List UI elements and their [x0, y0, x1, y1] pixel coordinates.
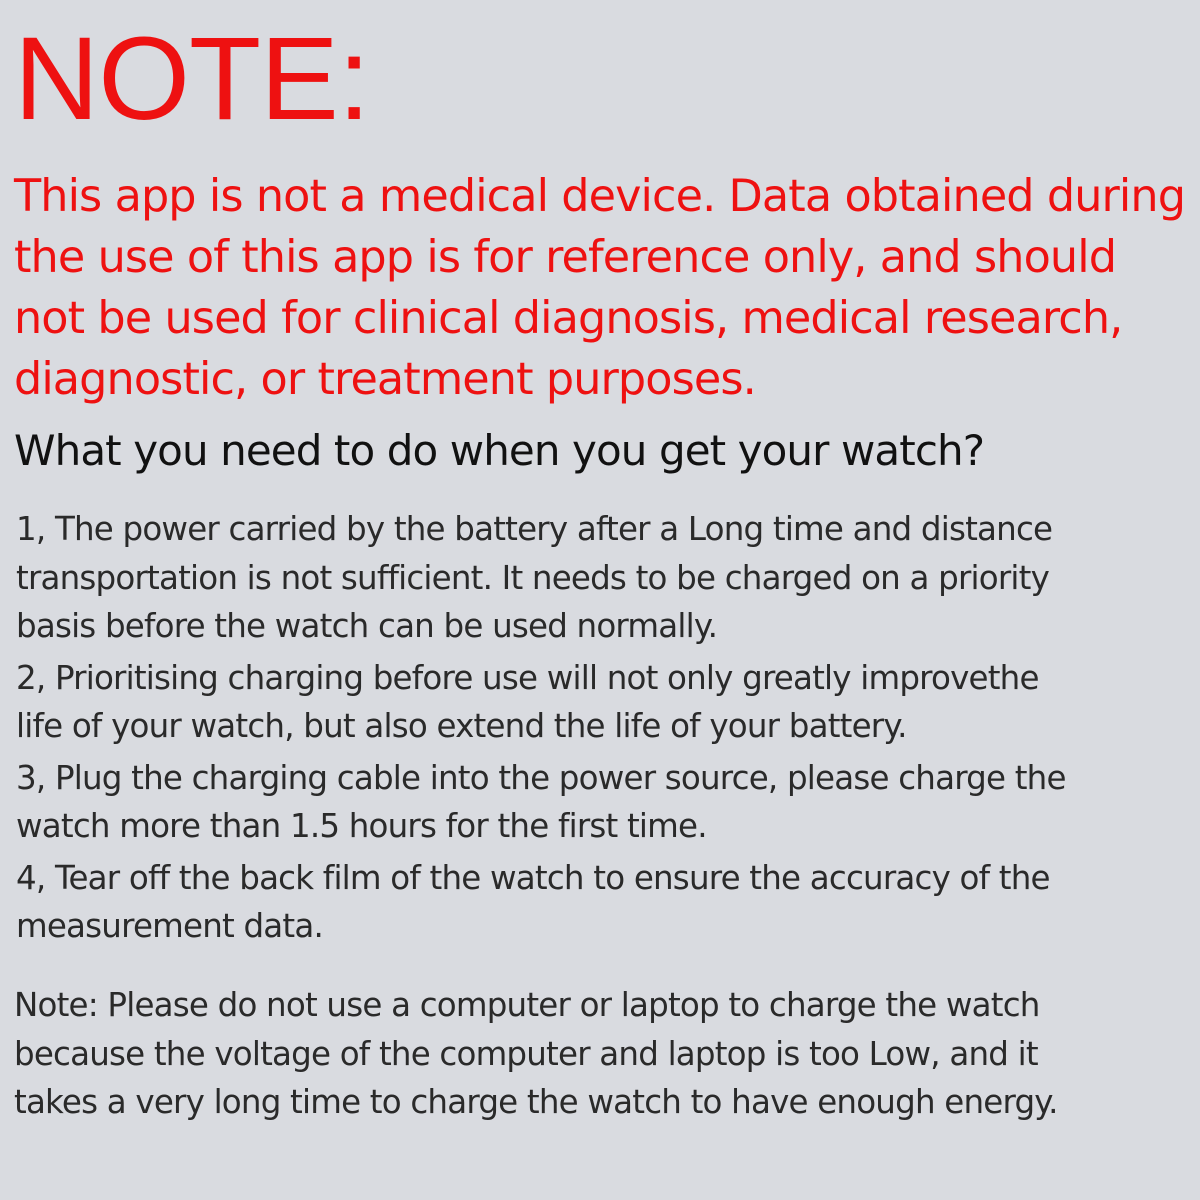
disclaimer-line: diagnostic, or treatment purposes.: [14, 354, 756, 405]
setup-steps-list: [16, 505, 1196, 954]
step-line: measurement data.: [16, 907, 324, 945]
step-line: life of your watch, but also extend the life of your battery.: [16, 707, 907, 745]
step-line: transportation is not sufficient. It needs to be charged on a priority: [16, 558, 1050, 597]
disclaimer-line: not be used for clinical diagnosis, medical research,: [14, 293, 1123, 344]
setup-step: [16, 754, 1196, 851]
note-heading: NOTE:: [14, 13, 370, 145]
watch-setup-question: What you need to do when you get your watch?: [14, 426, 985, 475]
setup-step: [16, 654, 1196, 751]
step-line: 1, The power carried by the battery after a Long time and distance: [16, 510, 1053, 548]
disclaimer-line: This app is not a medical device. Data obtained during: [14, 171, 1186, 222]
note-line: takes a very long time to charge the watch to have enough energy.: [14, 1083, 1058, 1121]
setup-step: [16, 505, 1196, 651]
step-line: basis before the watch can be used normally.: [16, 607, 718, 645]
medical-disclaimer: [14, 166, 1196, 410]
setup-step: [16, 854, 1196, 951]
step-line: 4, Tear off the back film of the watch to ensure the accuracy of the: [16, 858, 1050, 897]
charging-warning-note: [14, 981, 1194, 1127]
step-line: 3, Plug the charging cable into the power source, please charge the: [16, 758, 1066, 797]
note-line: Note: Please do not use a computer or laptop to charge the watch: [14, 986, 1040, 1024]
step-line: 2, Prioritising charging before use will not only greatly improvethe: [16, 658, 1039, 697]
disclaimer-line: the use of this app is for reference only, and should: [14, 232, 1117, 283]
note-line: because the voltage of the computer and laptop is too Low, and it: [14, 1034, 1038, 1073]
step-line: watch more than 1.5 hours for the first time.: [16, 807, 707, 845]
